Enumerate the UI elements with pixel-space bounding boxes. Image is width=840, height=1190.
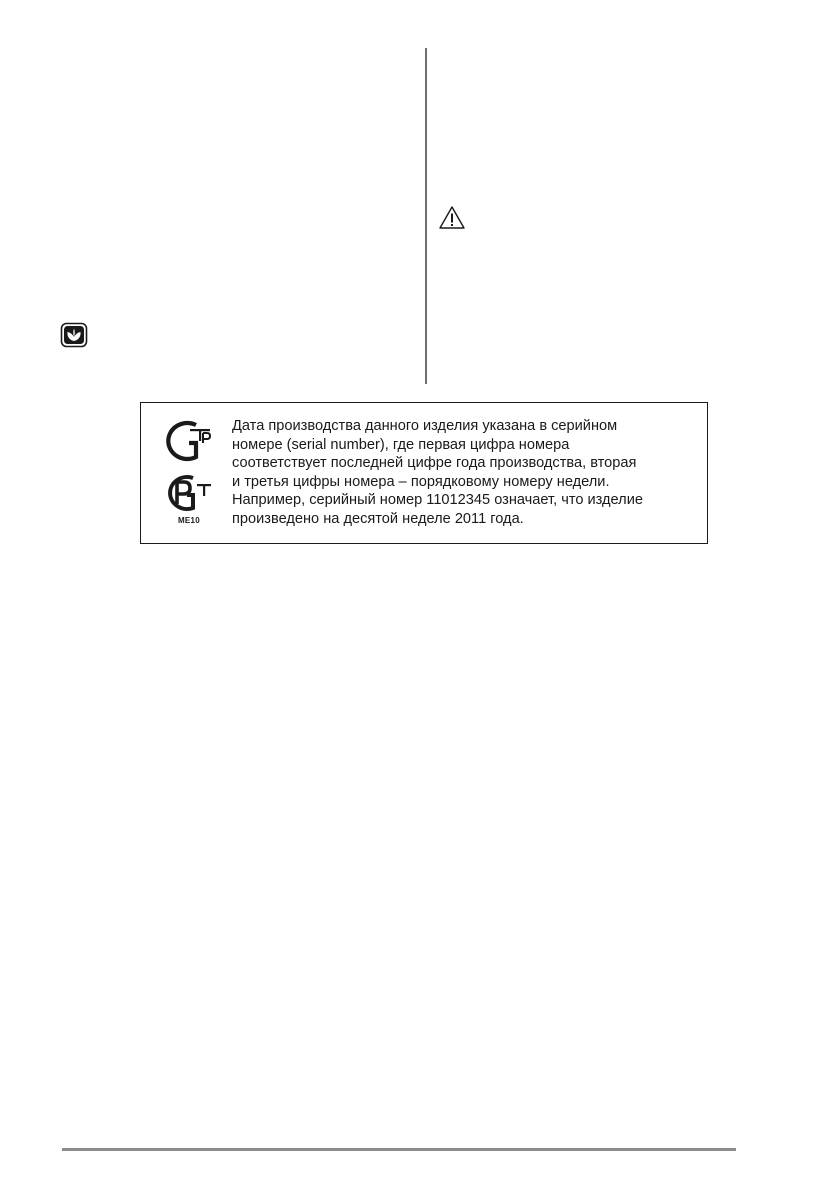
notice-line: соответствует последней цифре года производства, вторая (232, 455, 637, 472)
certification-body-code: ME10 (177, 516, 201, 525)
warning-triangle-icon (438, 205, 466, 231)
certification-notice-box (140, 402, 708, 544)
column-divider (425, 48, 427, 384)
notice-line: Например, серийный номер 11012345 означает, что изделие (232, 492, 643, 509)
footer-rule (62, 1148, 736, 1151)
production-date-notice (232, 417, 700, 529)
environment-protection-icon (60, 322, 88, 348)
notice-line: номере (serial number), где первая цифра номера (232, 436, 570, 453)
gost-tr-certification-icon (163, 419, 215, 463)
pct-certification-icon (163, 473, 215, 513)
notice-line: произведено на десятой неделе 2011 года. (232, 510, 524, 527)
notice-line: и третья цифры номера – порядковому номеру недели. (232, 473, 610, 490)
notice-line: Дата производства данного изделия указана в серийном (232, 418, 618, 434)
